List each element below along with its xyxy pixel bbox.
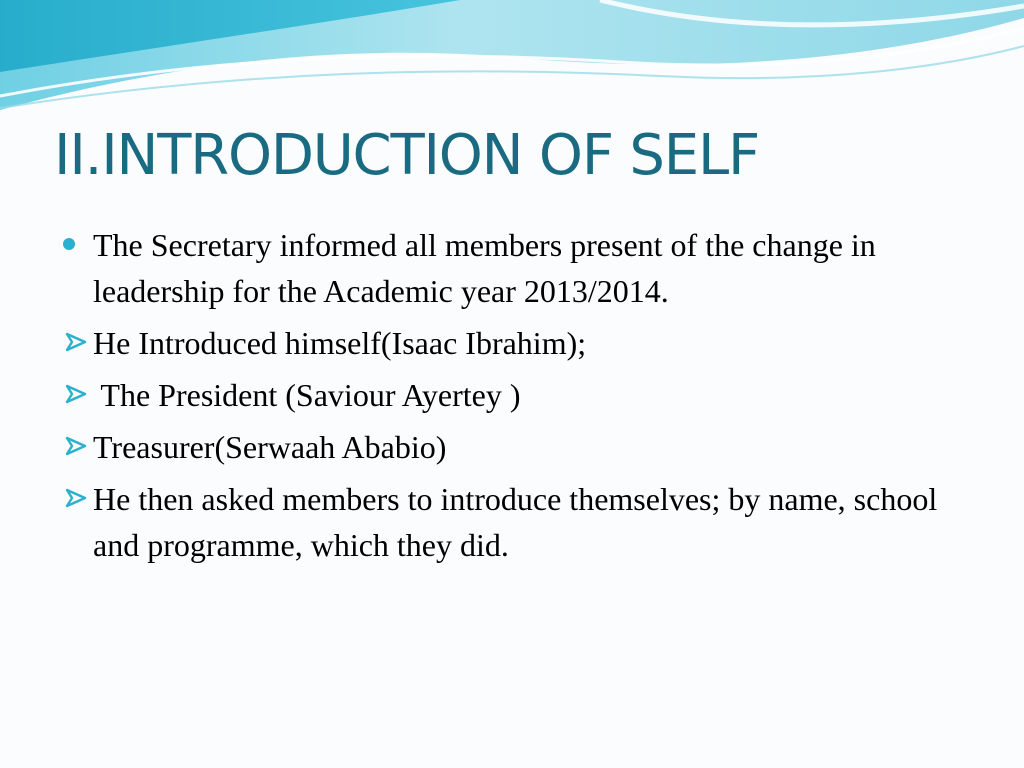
bullet-list [62, 222, 962, 574]
bullet-item [62, 320, 962, 366]
bullet-item [62, 476, 962, 568]
wave-header-decoration [0, 0, 1024, 130]
bullet-item [62, 222, 962, 314]
bullet-item [62, 372, 962, 418]
arrow-icon [62, 424, 90, 470]
arrow-icon [62, 320, 90, 366]
bullet-text: He then asked members to introduce themselves; by name, school and programme, which they did. [93, 481, 938, 563]
bullet-text: The President (Saviour Ayertey ) [93, 377, 521, 413]
bullet-text: The Secretary informed all members present of the change in leadership for the Academic year 2013/2014. [93, 227, 876, 309]
bullet-item [62, 424, 962, 470]
bullet-text: He Introduced himself(Isaac Ibrahim); [93, 325, 587, 361]
slide-title: II.INTRODUCTION OF SELF [54, 123, 759, 188]
arrow-icon [62, 372, 90, 418]
arrow-icon [62, 476, 90, 522]
dot-icon [62, 222, 90, 268]
bullet-text: Treasurer(Serwaah Ababio) [93, 429, 447, 465]
